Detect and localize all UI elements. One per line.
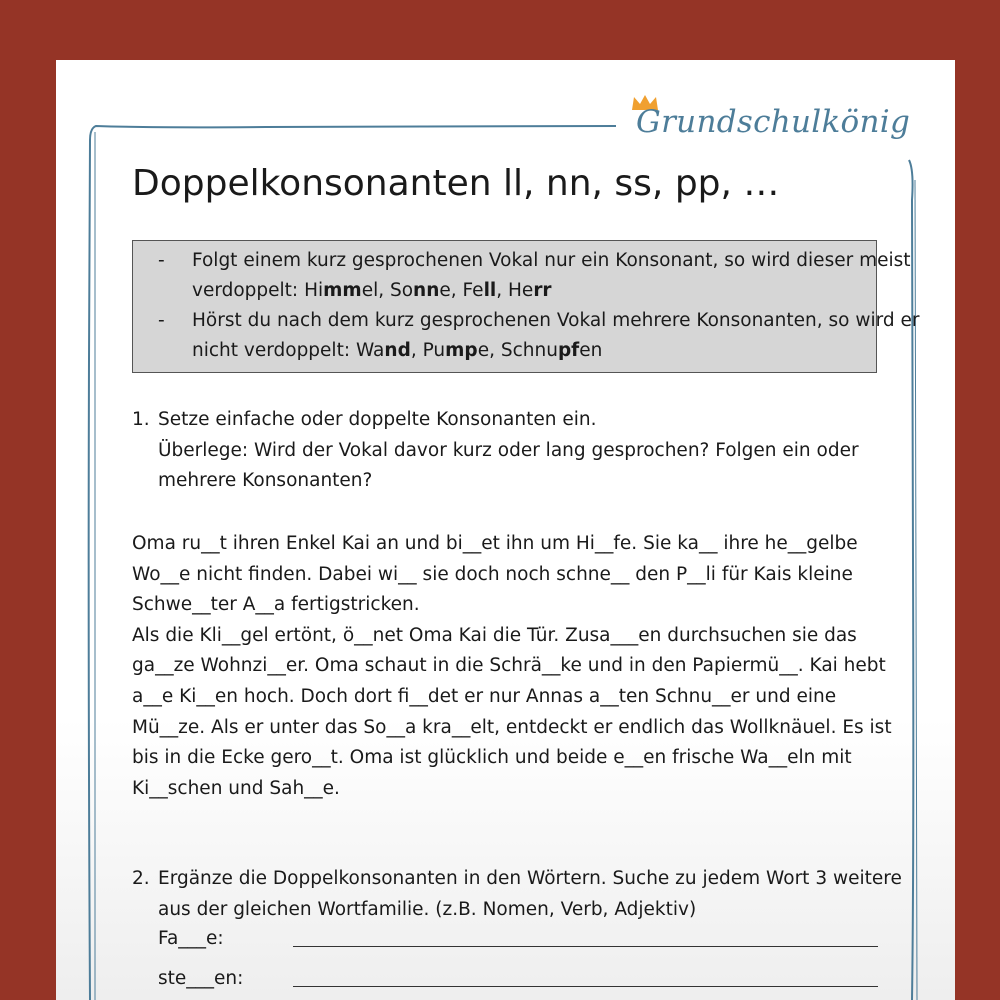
example-word (390, 280, 451, 301)
answer-line[interactable] (293, 968, 878, 987)
story-line: Als die Kli__gel ertönt, ö__net Oma Kai die Tür. Zusa___en durchsuchen sie das (132, 624, 857, 646)
rule-item (158, 306, 920, 366)
word-part: Pu (422, 340, 446, 361)
task-instruction: Überlege: Wird der Vokal davor kurz oder lang gesprochen? Folgen ein oder (158, 439, 859, 461)
task-1 (132, 405, 859, 497)
story-line: bis in die Ecke gero__t. Oma ist glücklich und beide e__en frische Wa__eln mit (132, 747, 852, 769)
example-word (423, 340, 489, 361)
story-line: Wo__e nicht finden. Dabei wi__ sie doch noch schne__ den P__li für Kais kleine (132, 563, 853, 585)
story-line: Oma ru__t ihren Enkel Kai an und bi__et ihn um Hi__fe. Sie ka__ ihre he__gelbe (132, 533, 858, 554)
word-part: Wa (355, 340, 385, 361)
task-instruction: mehrere Konsonanten? (158, 470, 373, 491)
rule-examples (192, 336, 866, 366)
story-line: Ki__schen und Sah__e. (132, 777, 340, 799)
rule-text: Folgt einem kurz gesprochenen Vokal nur ein Konsonant, so wird dieser meist (192, 250, 911, 271)
rule-box (132, 240, 920, 373)
word-prompt: ste___en: (158, 968, 244, 989)
highlighted-consonants: rr (533, 280, 552, 301)
task-2 (132, 864, 902, 925)
rule-dash: - (158, 250, 165, 271)
story-line: a__e Ki__en hoch. Doch dort fi__det er nur Annas a__ten Schnu__er und eine (132, 685, 837, 707)
example-word (508, 280, 552, 301)
word-part: en (579, 340, 603, 361)
example-word (304, 280, 378, 301)
task-number: 1. (132, 409, 150, 430)
story-line: Schwe__ter A__a fertigstricken. (132, 594, 420, 616)
highlighted-consonants: mp (445, 340, 478, 361)
rule-item (158, 246, 911, 306)
highlighted-consonants: nd (384, 340, 411, 361)
story-line: ga__ze Wohnzi__er. Oma schaut in die Schrä__ke und in den Papiermü__. Kai hebt (132, 655, 886, 677)
task-instruction: Setze einfache oder doppelte Konsonanten ein. (158, 409, 597, 430)
word-prompt: Fa___e: (158, 928, 224, 949)
rule-text: Hörst du nach dem kurz gesprochenen Vokal mehrere Konsonanten, so wird er (192, 310, 920, 331)
example-word (501, 340, 603, 361)
highlighted-consonants: mm (323, 280, 362, 301)
task-instruction: Ergänze die Doppelkonsonanten in den Wörtern. Suche zu jedem Wort 3 weitere (158, 868, 902, 889)
highlighted-consonants: ll (483, 280, 497, 301)
word-part: Hi (304, 280, 324, 301)
word-part: e (477, 340, 490, 361)
word-part: Schnu (500, 340, 558, 361)
brand-logo: Grundschulkönig (636, 104, 911, 140)
rule-prefix: verdoppelt: (192, 280, 305, 301)
example-word (356, 340, 411, 361)
task-number: 2. (132, 868, 150, 889)
highlighted-consonants: pf (557, 340, 580, 361)
word-part: e (439, 280, 451, 301)
word-part: He (508, 280, 534, 301)
word-part: Fe (462, 280, 484, 301)
answer-line[interactable] (293, 928, 878, 947)
rule-examples (192, 276, 866, 306)
word-part: So (389, 280, 414, 301)
story-text (132, 529, 892, 804)
story-line: Mü__ze. Als er unter das So__a kra__elt, entdeckt er endlich das Wollknäuel. Es ist (132, 716, 892, 738)
example-words: Himmel, Sonne, Fell, Herr (304, 280, 552, 301)
highlighted-consonants: nn (413, 280, 440, 301)
example-words: Wand, Pumpe, Schnupfen (355, 340, 603, 361)
task-instruction: aus der gleichen Wortfamilie. (z.B. Nomen, Verb, Adjektiv) (158, 898, 697, 920)
word-part: el (361, 280, 379, 301)
rule-dash: - (158, 310, 165, 331)
rule-prefix: nicht verdoppelt: (192, 340, 356, 361)
example-word (463, 280, 497, 301)
worksheet (56, 60, 955, 1000)
page-title: Doppelkonsonanten ll, nn, ss, pp, … (132, 163, 780, 204)
